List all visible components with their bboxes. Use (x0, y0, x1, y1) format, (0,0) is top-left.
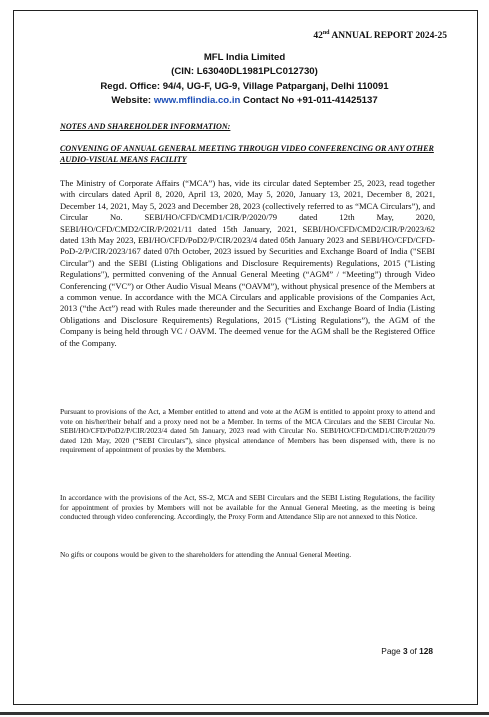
paragraph-no-gifts: No gifts or coupons would be given to the shareholders for attending the Annual General Meeting. (60, 550, 352, 559)
report-header (313, 30, 447, 41)
page-of-label: of (409, 646, 417, 656)
contact-number: Contact No +91-011-41425137 (243, 95, 378, 106)
paragraph-proxy-facility: In accordance with the provisions of the Act, SS-2, MCA and SEBI Circulars and the SEBI Listing Regulations, the facility for appointment of proxies by Members will not be available for the Annual General Meeting, as the meeting is being conducted through video conferencing. Accordingly, the Proxy Form and Attendance Slip are not annexed to this Notice. (60, 493, 435, 522)
contact-line (0, 95, 489, 106)
report-title: ANNUAL REPORT 2024-25 (331, 31, 447, 42)
total-pages: 128 (419, 646, 433, 656)
paragraph-proxy-entitlement: Pursuant to provisions of the Act, a Member entitled to attend and vote at the AGM is entitled to appoint proxy to attend and vote on his/her/their behalf and a proxy need not be a Member. In terms of the MCA Circulars and the SEBI Circular No. SEBI/HO/CFD/PoD2/P/CIR/2023/4 dated 5th January, 2023 read with Circular No. SEBI/HO/CFD/CMD1/CIR/P/2020/79 dated 12th May, 2020 (“SEBI Circulars”), since physical attendance of Members has been dispensed with, there is no requirement of appointment of proxies by the Members. (60, 407, 435, 455)
report-number: 42 (313, 31, 323, 42)
report-number-suffix: nd (322, 30, 330, 36)
website-link[interactable]: www.mflindia.co.in (153, 95, 241, 106)
company-name: MFL India Limited (203, 52, 286, 63)
bottom-divider (0, 712, 489, 715)
page-number: 3 (402, 646, 408, 656)
company-cin: (CIN: L63040DL1981PLC012730) (171, 66, 318, 77)
registered-office: Regd. Office: 94/4, UG-F, UG-9, Village Patparganj, Delhi 110091 (100, 81, 389, 92)
section-title: NOTES AND SHAREHOLDER INFORMATION: (60, 122, 231, 131)
subsection-title: CONVENING OF ANNUAL GENERAL MEETING THROUGH VIDEO CONFERENCING OR ANY OTHER AUDIO-VISUAL MEANS FACILITY (60, 144, 434, 164)
paragraph-mca-circulars: The Ministry of Corporate Affairs (“MCA”) has, vide its circular dated September 25, 2023, read together with circulars dated April 8, 2020, April 13, 2020, May 5, 2020, January 13, 2021, December 8, 2021, December 14, 2021, May 5, 2023 and December 28, 2023 (collectively referred to as “MCA Circulars”), and Circular No. SEBI/HO/CFD/CMD1/CIR/P/2020/79 dated 12th May, 2020, SEBI/HO/CFD/CMD2/CIR/P/2021/11 dated 15th January, 2021, SEBI/HO/CFD/CMD2/CIR/P/2023/62 dated 13th May 2023, EBI/HO/CFD/PoD2/P/CIR/2023/4 dated 05th January 2023 and SEBI/HO/CFD/CFD-PoD-2/P/CIR/2023/167 dated 07th October, 2023 issued by Securities and Exchange Board of India ("SEBI Circular") and the SEBI (Listing Obligations and Disclosure Requirements) Regulations, 2015 ("Listing Regulations"), permitted convening of the Annual General Meeting (“AGM” / “Meeting”) through Video Conferencing (“VC”) or Other Audio Visual Means (“OAVM”), without physical presence of the Members at a common venue. In accordance with the MCA Circulars and applicable provisions of the Companies Act, 2013 (“the Act”) read with Rules made thereunder and the Securities and Exchange Board of India (Listing Obligations and Disclosure Requirements) Regulations, 2015 (“Listing Regulations”), the AGM of the Company is being held through VC / OAVM. The deemed venue for the AGM shall be the Registered Office of the Company. (60, 178, 435, 348)
website-label: Website: (111, 95, 152, 106)
page-label: Page (381, 646, 401, 656)
page-border (13, 10, 478, 705)
page-footer (381, 646, 433, 656)
